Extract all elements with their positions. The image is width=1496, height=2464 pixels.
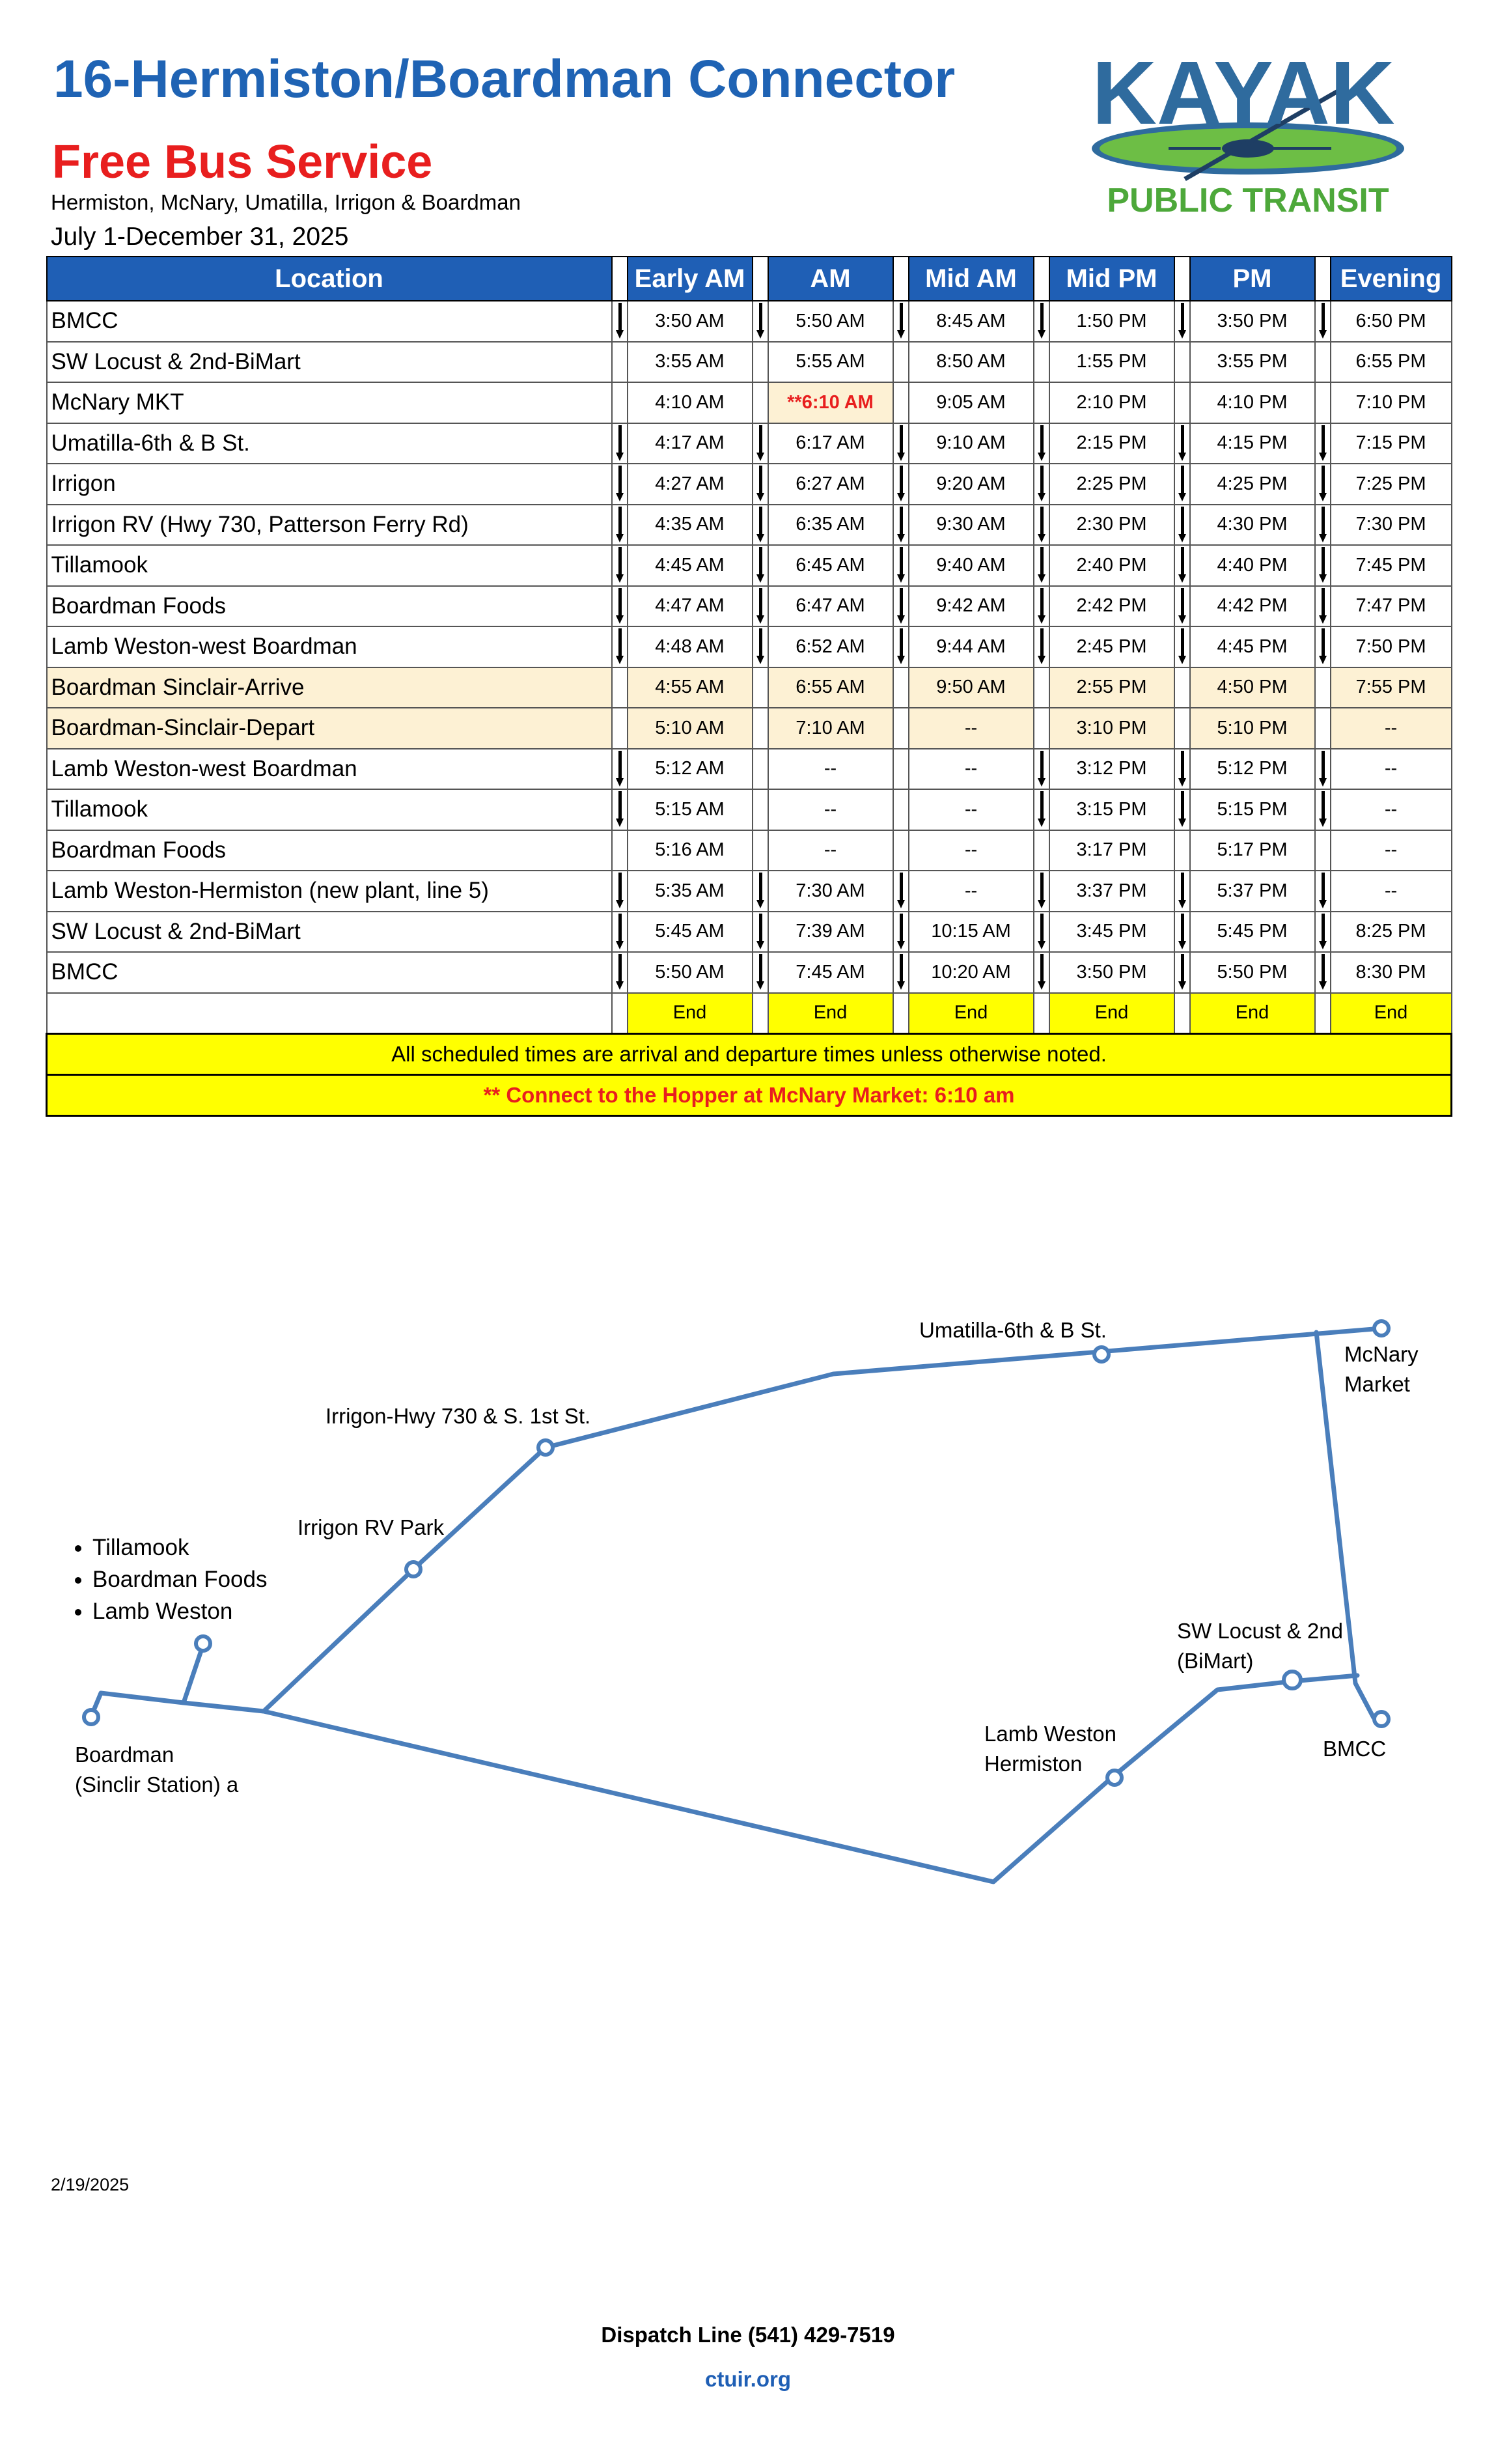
down-arrow-icon (1178, 466, 1187, 502)
departure-time: 3:55 AM (628, 342, 753, 383)
departure-time: 5:35 AM (628, 871, 753, 912)
departure-time: 6:55 AM (768, 667, 893, 708)
schedule-row (47, 342, 1452, 383)
stop-location: Tillamook (47, 789, 612, 830)
departure-time: 4:35 AM (628, 505, 753, 546)
schedule-note: All scheduled times are arrival and departure times unless otherwise noted. (47, 1034, 1452, 1075)
departure-time: 3:55 PM (1190, 342, 1315, 383)
schedule-row (47, 586, 1452, 627)
down-arrow-icon (896, 547, 906, 583)
map-label-irrigon-hwy: Irrigon-Hwy 730 & S. 1st St. (326, 1404, 591, 1428)
down-arrow-icon (896, 303, 906, 339)
end-label: End (909, 993, 1034, 1034)
end-row (47, 993, 1452, 1034)
departure-time: 5:15 AM (628, 789, 753, 830)
departure-time: 9:42 AM (909, 586, 1034, 627)
down-arrow-icon (756, 425, 765, 462)
departure-time: 4:42 PM (1190, 586, 1315, 627)
departure-time: 3:17 PM (1049, 830, 1174, 871)
down-arrow-icon (896, 466, 906, 502)
departure-time: 5:12 PM (1190, 749, 1315, 790)
departure-time: -- (909, 749, 1034, 790)
departure-time: 4:45 PM (1190, 626, 1315, 667)
departure-time: 2:42 PM (1049, 586, 1174, 627)
departure-time: 4:25 PM (1190, 464, 1315, 505)
down-arrow-icon (1178, 751, 1187, 787)
down-arrow-icon (1178, 954, 1187, 990)
departure-time: 2:30 PM (1049, 505, 1174, 546)
departure-time: 3:12 PM (1049, 749, 1174, 790)
stop-marker-boardman (84, 1710, 98, 1724)
departure-time: 9:05 AM (909, 382, 1034, 423)
departure-time: 7:50 PM (1331, 626, 1452, 667)
down-arrow-icon (896, 425, 906, 462)
down-arrow-icon (896, 507, 906, 543)
departure-time: 7:30 AM (768, 871, 893, 912)
website-link[interactable]: ctuir.org (704, 2367, 792, 2391)
down-arrow-icon (756, 914, 765, 950)
down-arrow-icon (1178, 303, 1187, 339)
departure-time: 1:50 PM (1049, 301, 1174, 342)
departure-time: 4:17 AM (628, 423, 753, 464)
stop-marker-irrigon-rv (406, 1562, 421, 1576)
departure-time: 2:25 PM (1049, 464, 1174, 505)
down-arrow-icon (756, 873, 765, 909)
departure-time: -- (768, 789, 893, 830)
stop-list-item: • Lamb Weston (92, 1595, 267, 1627)
schedule-row (47, 505, 1452, 546)
schedule-row (47, 382, 1452, 423)
down-arrow-icon (1037, 873, 1046, 909)
down-arrow-icon (1178, 914, 1187, 950)
map-label-umatilla: Umatilla-6th & B St. (919, 1318, 1107, 1342)
departure-time: 6:50 PM (1331, 301, 1452, 342)
down-arrow-icon (615, 914, 624, 950)
departure-time: 6:55 PM (1331, 342, 1452, 383)
down-arrow-icon (756, 507, 765, 543)
down-arrow-icon (1037, 914, 1046, 950)
down-arrow-icon (615, 954, 624, 990)
departure-time: 6:47 AM (768, 586, 893, 627)
departure-time: 8:30 PM (1331, 952, 1452, 993)
stop-location: Boardman Foods (47, 830, 612, 871)
stop-location: SW Locust & 2nd-BiMart (47, 342, 612, 383)
departure-time: 6:17 AM (768, 423, 893, 464)
down-arrow-icon (1037, 547, 1046, 583)
stop-location: BMCC (47, 952, 612, 993)
down-arrow-icon (1178, 588, 1187, 624)
departure-time: 9:30 AM (909, 505, 1034, 546)
departure-time: 7:10 PM (1331, 382, 1452, 423)
departure-time: 5:12 AM (628, 749, 753, 790)
departure-time: 6:35 AM (768, 505, 893, 546)
departure-time: 9:20 AM (909, 464, 1034, 505)
down-arrow-icon (756, 303, 765, 339)
departure-time: 3:15 PM (1049, 789, 1174, 830)
stop-location: Lamb Weston-west Boardman (47, 749, 612, 790)
down-arrow-icon (1318, 425, 1327, 462)
down-arrow-icon (615, 588, 624, 624)
schedule-row (47, 545, 1452, 586)
schedule-row (47, 952, 1452, 993)
down-arrow-icon (896, 628, 906, 665)
departure-time: 4:55 AM (628, 667, 753, 708)
route-south-segment (264, 1675, 1357, 1882)
departure-time: 4:27 AM (628, 464, 753, 505)
down-arrow-icon (1178, 425, 1187, 462)
map-label-sw-locust: SW Locust & 2nd (BiMart) (1177, 1619, 1343, 1673)
departure-time: 7:39 AM (768, 912, 893, 953)
schedule-row (47, 789, 1452, 830)
down-arrow-icon (1037, 791, 1046, 828)
stop-location: Lamb Weston-Hermiston (new plant, line 5) (47, 871, 612, 912)
down-arrow-icon (1318, 588, 1327, 624)
down-arrow-icon (1037, 751, 1046, 787)
schedule-row (47, 749, 1452, 790)
page-title: 16-Hermiston/Boardman Connector (53, 49, 956, 109)
stop-list-item: • Tillamook (92, 1532, 267, 1563)
logo-word: KAYAK (1092, 43, 1395, 143)
down-arrow-icon (1318, 466, 1327, 502)
departure-time: -- (909, 789, 1034, 830)
header-am: AM (768, 257, 893, 301)
down-arrow-icon (1178, 507, 1187, 543)
down-arrow-icon (1037, 507, 1046, 543)
departure-time: 7:30 PM (1331, 505, 1452, 546)
down-arrow-icon (1318, 751, 1327, 787)
departure-time: 3:37 PM (1049, 871, 1174, 912)
map-label-bmcc: BMCC (1323, 1737, 1387, 1761)
stop-location: Irrigon RV (Hwy 730, Patterson Ferry Rd) (47, 505, 612, 546)
header-mid-pm: Mid PM (1049, 257, 1174, 301)
end-label: End (628, 993, 753, 1034)
down-arrow-icon (1318, 628, 1327, 665)
departure-time: 10:20 AM (909, 952, 1034, 993)
departure-time: -- (1331, 789, 1452, 830)
schedule-header-row (47, 257, 1452, 301)
departure-time: -- (768, 830, 893, 871)
departure-time: 4:48 AM (628, 626, 753, 667)
down-arrow-icon (1318, 507, 1327, 543)
stop-location: McNary MKT (47, 382, 612, 423)
route-lamb-weston-spur (184, 1645, 203, 1703)
down-arrow-icon (1037, 588, 1046, 624)
schedule-row (47, 912, 1452, 953)
down-arrow-icon (756, 547, 765, 583)
departure-time: 5:45 PM (1190, 912, 1315, 953)
down-arrow-icon (896, 954, 906, 990)
down-arrow-icon (756, 954, 765, 990)
departure-time: 9:10 AM (909, 423, 1034, 464)
schedule-row (47, 423, 1452, 464)
down-arrow-icon (1037, 954, 1046, 990)
stop-marker-mcnary (1374, 1321, 1389, 1336)
down-arrow-icon (615, 425, 624, 462)
departure-time: 9:44 AM (909, 626, 1034, 667)
down-arrow-icon (615, 628, 624, 665)
map-label-boardman-stops (72, 1532, 267, 1627)
down-arrow-icon (615, 507, 624, 543)
stop-marker-lamb-weston-west (196, 1636, 210, 1651)
map-label-boardman: Boardman (Sinclir Station) a (75, 1743, 239, 1797)
end-label: End (1049, 993, 1174, 1034)
kayak-logo (1077, 39, 1416, 228)
down-arrow-icon (1318, 914, 1327, 950)
departure-time: 7:55 PM (1331, 667, 1452, 708)
departure-time: 4:47 AM (628, 586, 753, 627)
departure-time: 9:40 AM (909, 545, 1034, 586)
down-arrow-icon (615, 547, 624, 583)
stop-location: Irrigon (47, 464, 612, 505)
schedule-row (47, 667, 1452, 708)
note-row (47, 1034, 1452, 1075)
departure-time: 6:52 AM (768, 626, 893, 667)
stop-location: SW Locust & 2nd-BiMart (47, 912, 612, 953)
departure-time: -- (909, 708, 1034, 749)
schedule-row (47, 464, 1452, 505)
down-arrow-icon (896, 588, 906, 624)
header-mid-am: Mid AM (909, 257, 1034, 301)
departure-time: 8:25 PM (1331, 912, 1452, 953)
departure-time: 5:50 AM (628, 952, 753, 993)
stop-location: Tillamook (47, 545, 612, 586)
down-arrow-icon (615, 873, 624, 909)
schedule-row (47, 301, 1452, 342)
departure-time: 3:50 PM (1049, 952, 1174, 993)
departure-time: 7:10 AM (768, 708, 893, 749)
departure-time: -- (1331, 708, 1452, 749)
departure-time: 4:15 PM (1190, 423, 1315, 464)
departure-time: 3:50 PM (1190, 301, 1315, 342)
departure-time: 6:45 AM (768, 545, 893, 586)
route-boardman-segment (91, 1693, 264, 1716)
departure-time: 2:45 PM (1049, 626, 1174, 667)
departure-time: 5:10 PM (1190, 708, 1315, 749)
down-arrow-icon (1178, 547, 1187, 583)
down-arrow-icon (1318, 954, 1327, 990)
stop-location: Lamb Weston-west Boardman (47, 626, 612, 667)
departure-time: 4:50 PM (1190, 667, 1315, 708)
departure-time: 7:15 PM (1331, 423, 1452, 464)
departure-time: 6:27 AM (768, 464, 893, 505)
down-arrow-icon (756, 588, 765, 624)
header-evening: Evening (1331, 257, 1452, 301)
departure-time: -- (909, 830, 1034, 871)
down-arrow-icon (615, 303, 624, 339)
departure-time: 5:50 PM (1190, 952, 1315, 993)
down-arrow-icon (1318, 791, 1327, 828)
service-dates: July 1-December 31, 2025 (51, 223, 349, 251)
header-pm: PM (1190, 257, 1315, 301)
stop-marker-irrigon-hwy (538, 1440, 553, 1455)
map-label-irrigon-rv: Irrigon RV Park (298, 1515, 444, 1539)
hopper-note-row (47, 1075, 1452, 1116)
departure-time: 3:45 PM (1049, 912, 1174, 953)
schedule-row (47, 626, 1452, 667)
end-label: End (768, 993, 893, 1034)
departure-time: 9:50 AM (909, 667, 1034, 708)
revision-date: 2/19/2025 (51, 2175, 130, 2194)
departure-time: 5:37 PM (1190, 871, 1315, 912)
logo-tagline: PUBLIC TRANSIT (1107, 182, 1389, 219)
departure-time: 5:55 AM (768, 342, 893, 383)
departure-time: 7:45 PM (1331, 545, 1452, 586)
departure-time: 5:50 AM (768, 301, 893, 342)
down-arrow-icon (615, 751, 624, 787)
departure-time: 4:45 AM (628, 545, 753, 586)
departure-time: 4:10 AM (628, 382, 753, 423)
down-arrow-icon (1178, 873, 1187, 909)
departure-time: 4:10 PM (1190, 382, 1315, 423)
departure-time: 5:16 AM (628, 830, 753, 871)
departure-time: 7:45 AM (768, 952, 893, 993)
header-location: Location (47, 257, 612, 301)
end-label: End (1331, 993, 1452, 1034)
departure-time: -- (1331, 749, 1452, 790)
header-early-am: Early AM (628, 257, 753, 301)
departure-time: 2:55 PM (1049, 667, 1174, 708)
departure-time: 7:47 PM (1331, 586, 1452, 627)
departure-time: 10:15 AM (909, 912, 1034, 953)
departure-time: 5:45 AM (628, 912, 753, 953)
departure-time: 5:10 AM (628, 708, 753, 749)
down-arrow-icon (615, 791, 624, 828)
down-arrow-icon (615, 466, 624, 502)
stop-marker-umatilla (1094, 1347, 1109, 1362)
down-arrow-icon (1318, 547, 1327, 583)
departure-time: 3:10 PM (1049, 708, 1174, 749)
down-arrow-icon (1037, 425, 1046, 462)
departure-time: 2:10 PM (1049, 382, 1174, 423)
down-arrow-icon (756, 628, 765, 665)
stop-location: Boardman Sinclair-Arrive (47, 667, 612, 708)
end-label: End (1190, 993, 1315, 1034)
down-arrow-icon (756, 466, 765, 502)
schedule-row (47, 708, 1452, 749)
departure-time: 4:30 PM (1190, 505, 1315, 546)
stop-location: Boardman Foods (47, 586, 612, 627)
departure-time: -- (1331, 871, 1452, 912)
schedule-table (46, 256, 1452, 1117)
down-arrow-icon (1318, 873, 1327, 909)
map-label-lamb-weston-hermiston: Lamb Weston Hermiston (984, 1722, 1116, 1776)
departure-time: 5:17 PM (1190, 830, 1315, 871)
departure-time: -- (909, 871, 1034, 912)
down-arrow-icon (1178, 628, 1187, 665)
departure-time: 2:40 PM (1049, 545, 1174, 586)
down-arrow-icon (1178, 791, 1187, 828)
down-arrow-icon (896, 914, 906, 950)
departure-time: -- (768, 749, 893, 790)
down-arrow-icon (1318, 303, 1327, 339)
stop-marker-bmcc (1374, 1712, 1389, 1726)
stop-location: BMCC (47, 301, 612, 342)
departure-time: 2:15 PM (1049, 423, 1174, 464)
down-arrow-icon (1037, 303, 1046, 339)
service-area: Hermiston, McNary, Umatilla, Irrigon & Boardman (51, 190, 521, 214)
schedule-row (47, 830, 1452, 871)
down-arrow-icon (1037, 466, 1046, 502)
departure-time: 3:50 AM (628, 301, 753, 342)
service-subtitle: Free Bus Service (52, 136, 433, 188)
stop-location: Boardman-Sinclair-Depart (47, 708, 612, 749)
departure-time: 7:25 PM (1331, 464, 1452, 505)
stop-list-item: • Boardman Foods (92, 1563, 267, 1595)
departure-time: 8:45 AM (909, 301, 1034, 342)
departure-time: **6:10 AM (768, 382, 893, 423)
down-arrow-icon (1037, 628, 1046, 665)
departure-time: 4:40 PM (1190, 545, 1315, 586)
down-arrow-icon (896, 873, 906, 909)
hopper-connection-note: ** Connect to the Hopper at McNary Market: 6:10 am (47, 1075, 1452, 1116)
stop-location: Umatilla-6th & B St. (47, 423, 612, 464)
departure-time: -- (1331, 830, 1452, 871)
dispatch-line: Dispatch Line (541) 429-7519 (601, 2323, 895, 2347)
departure-time: 5:15 PM (1190, 789, 1315, 830)
map-label-mcnary: McNary Market (1344, 1342, 1419, 1397)
departure-time: 8:50 AM (909, 342, 1034, 383)
departure-time: 1:55 PM (1049, 342, 1174, 383)
schedule-row (47, 871, 1452, 912)
